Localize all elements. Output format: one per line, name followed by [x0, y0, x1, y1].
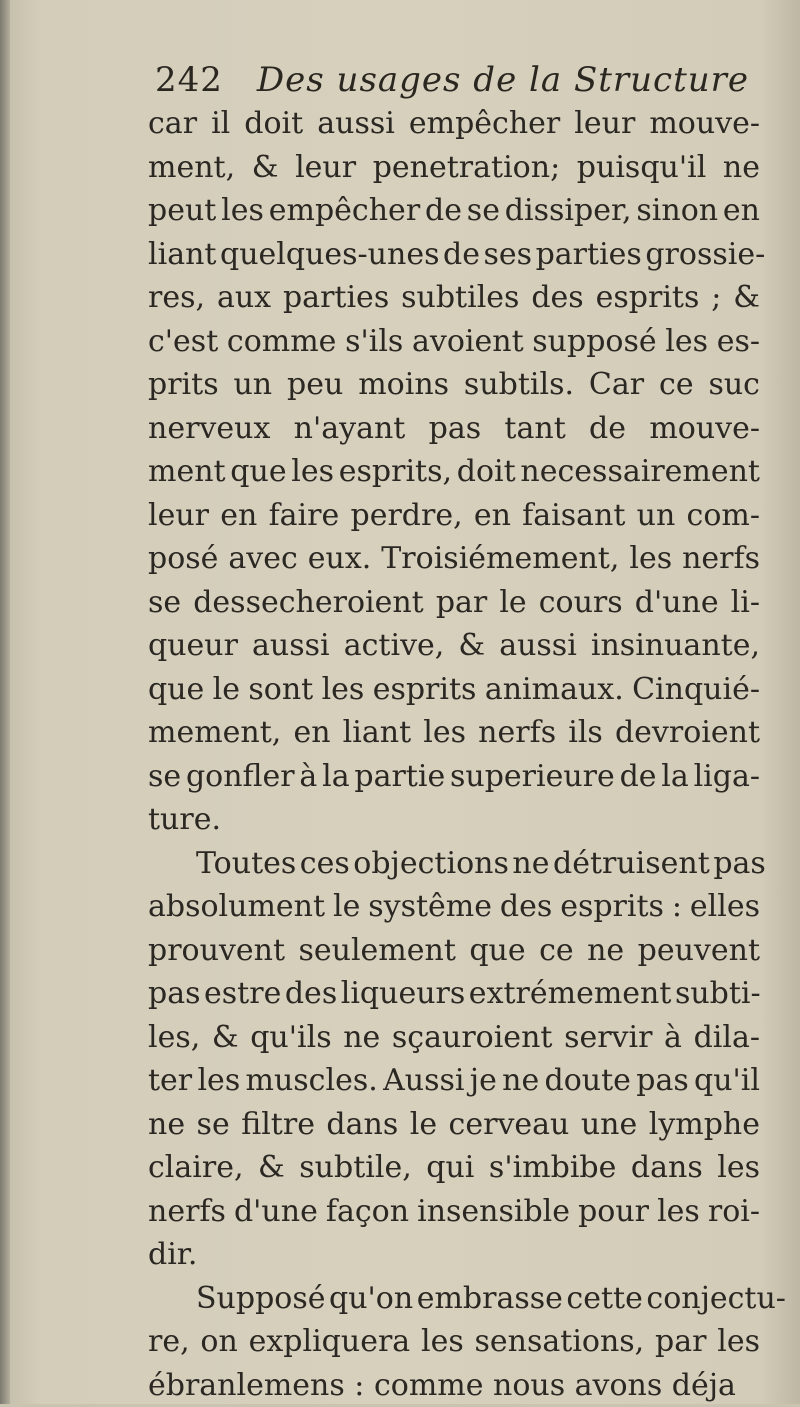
text-line: peut les empêcher de se dissiper, sinon en: [148, 189, 788, 233]
text-line: nerveux n'ayant pas tant de mouve-: [148, 407, 788, 451]
text-line: ter les muscles. Aussi je ne doute pas qu'il: [148, 1059, 788, 1103]
text-line: pas estre des liqueurs extrémement subti-: [148, 972, 788, 1016]
text-line: nerfs d'une façon insensible pour les roi-: [148, 1190, 788, 1234]
text-line: se gonfler à la partie superieure de la liga-: [148, 755, 788, 799]
text-line: claire, & subtile, qui s'imbibe dans les: [148, 1146, 788, 1190]
text-line: ébranlemens : comme nous avons déja: [148, 1364, 788, 1407]
paragraph: [148, 1277, 788, 1407]
page-number: 242: [155, 60, 223, 100]
body-text: [148, 102, 788, 1407]
text-line: posé avec eux. Troisiémement, les nerfs: [148, 537, 788, 581]
text-line: que le sont les esprits animaux. Cinquié-: [148, 668, 788, 712]
text-line: ment que les esprits, doit necessairement: [148, 450, 788, 494]
text-line: re, on expliquera les sensations, par les: [148, 1320, 788, 1364]
text-line: car il doit aussi empêcher leur mouve-: [148, 102, 788, 146]
running-title: Des usages de la Structure: [257, 60, 749, 100]
text-line: queur aussi active, & aussi insinuante,: [148, 624, 788, 668]
paragraph: [148, 842, 788, 1277]
text-line: absolument le systême des esprits : elles: [148, 885, 788, 929]
text-line: ture.: [148, 798, 788, 842]
text-line: ne se filtre dans le cerveau une lymphe: [148, 1103, 788, 1147]
text-line: liant quelques-unes de ses parties grossie-: [148, 233, 788, 277]
text-line: res, aux parties subtiles des esprits ; &: [148, 276, 788, 320]
paragraph: [148, 102, 788, 842]
text-line: Toutes ces objections ne détruisent pas: [148, 842, 788, 886]
text-line: ment, & leur penetration; puisqu'il ne: [148, 146, 788, 190]
text-line: c'est comme s'ils avoient supposé les es-: [148, 320, 788, 364]
text-line: les, & qu'ils ne sçauroient servir à dila-: [148, 1016, 788, 1060]
text-line: mement, en liant les nerfs ils devroient: [148, 711, 788, 755]
text-line: se dessecheroient par le cours d'une li-: [148, 581, 788, 625]
page-gutter: [0, 0, 10, 1404]
text-line: prits un peu moins subtils. Car ce suc: [148, 363, 788, 407]
text-line: prouvent seulement que ce ne peuvent: [148, 929, 788, 973]
running-header: [155, 60, 715, 100]
text-line: leur en faire perdre, en faisant un com-: [148, 494, 788, 538]
text-line: dir.: [148, 1233, 788, 1277]
text-line: Supposé qu'on embrasse cette conjectu-: [148, 1277, 788, 1321]
